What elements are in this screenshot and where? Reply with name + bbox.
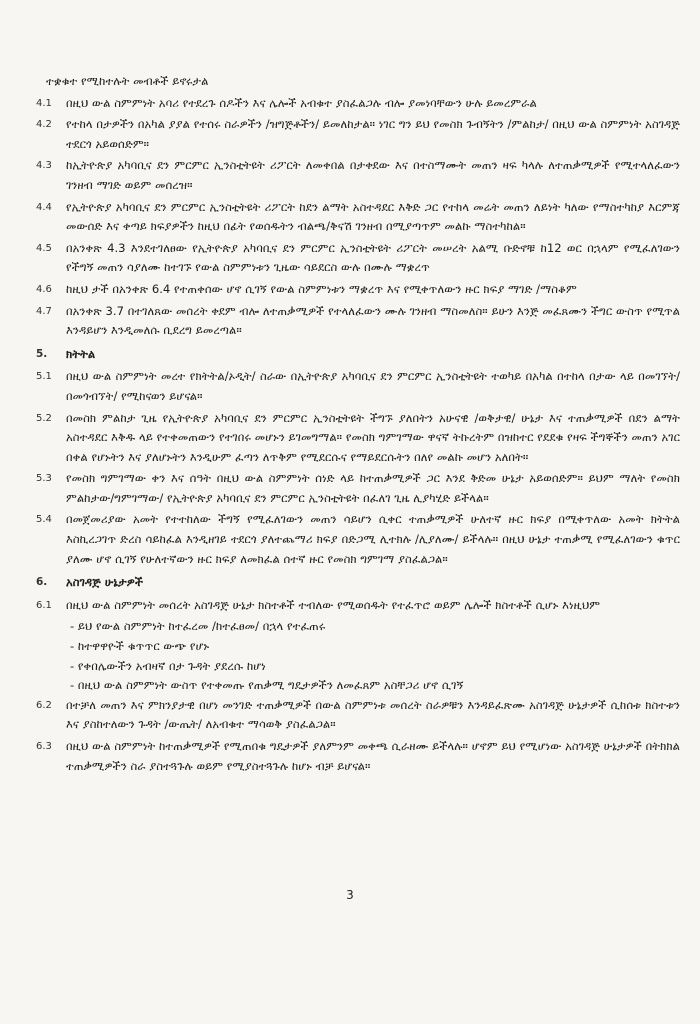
section5-list [36,367,680,569]
page-number: 3 [346,888,354,902]
intro-line: ተቋቁተ የሚከተሉት መብቶች ይኖሩታል [46,74,209,88]
section5-heading [36,345,680,365]
clause-text: በተቻለ መጠን እና ምክንያታዊ በሆነ መንገድ ተጠቃሚዎች በውል ስምምነቱ መሰረት ስራዎቹን እንዳይፈጽሙ አስገዳጅ ሁኔታዎች ሲከሰቱ ክስተቱን እና ያስከተለውን ጉዳት /ውጤት/ ለአብቁተ ማሳወቅ ያስፈልጋል። [66,697,680,732]
list-item: - በዚህ ውል ስምምነት ውስጥ የተቀመጡ የጠቃሚ ግዴታዎችን ለመፈጸም አስቸጋሪ ሆኖ ሲገኝ [70,676,680,696]
clause-4-7 [36,302,680,341]
clause-number: 4.2 [36,119,52,131]
clause-6-1 [36,596,680,616]
clause-number: 5.2 [36,412,52,424]
clause-5-1 [36,367,680,406]
section6-list [36,696,680,776]
clause-4-3 [36,156,680,195]
section5-number: 5. [36,347,48,360]
list-item: - ይህ የውል ስምምነት ከተፈረመ /ከተፈፀመ/ በኋላ የተፈጠሩ [70,617,680,637]
clause-text: በዚህ ውል ስምምነት መሰረት አስገዳጅ ሁኔታ ክስተቶች ተብለው የሚወሰዱት የተፈጥሮ ወይም ሌሎች ክስተቶች ሲሆኑ እነዚህም [66,597,601,612]
clause-text: የመስክ ግምገማው ቀን እና ሰዓት በዚህ ውል ስምምነት ሰነድ ላይ ከተጠቃሚዎች ጋር እንደ ቅድመ ሁኔታ አይወሰድም። ይህም ማለት የመስክ ምልከታው/ግምገማው/ የኢትዮጵያ አካባቢና ደን ምርምር ኢንስቲትዩት በፈለገ ጊዜ ሊያካሂድ ይችላል። [66,471,680,505]
section6-heading [36,573,680,593]
clause-number: 5.3 [36,473,52,485]
clause-text: የተከላ በታዎችን በአካል ያያል የተሰሩ ስራዎችን /ዝግጅቶችን/ ይመለከታል። ነገር ግን ይህ የመስክ ጉብኝትን /ምልከታ/ በዚህ ውል ስምምነት አስገዳጅ ተደርጎ አይወሰድም። [66,117,680,151]
clause-number: 6.3 [36,741,52,752]
clause-number: 4.4 [36,201,52,213]
section5-title: ክትትል [66,346,96,361]
section6-number: 6. [36,576,48,589]
clause-4-1 [36,94,680,114]
clause-4-5 [36,239,680,278]
clause-number: 4.5 [36,242,52,254]
clause-number: 6.2 [36,699,52,711]
clause-number: 5.1 [36,371,52,383]
clause-text: የኢትዮጵያ አካባቢና ደን ምርምር ኢንስቲትዩት ሪፖርት ከደን ልማት አስተዳደር እቅድ ጋር የተከላ መሬት መጠን ለይነት ካለው የማስተካከያ እርምጃ መውሰድ እና ቀጣይ ክፍያዎችን ከዚህ በፊት የወሰዱትን ብልጫ/ቅናሽ ገንዘብ በሚያጣጥም መልኩ ማስተካከል። [66,199,680,234]
list-item: - የቀበሌውችን አብዛኛ በታ ጉዳት ያደረሱ ከሆነ [70,657,680,677]
clause-text: በመስክ ምልከታ ጊዜ የኢትዮጵያ አካባቢና ደን ምርምር ኢንስቲትዩት ችግኙ ያለበትን አሁናዊ /ወቅታዊ/ ሁኔታ እና ተጠቃሚዎች በደን ልማት አስተዳደር እቅዱ ላይ የተቀመጠውን የተገበሩ መሆኑን ይገመግማል። የመስክ ግምገማው ዋናኛ ትኩረትም በዝከተር የደደቁ የዛፍ ችግኞችን መጠን አገር በቀል የሆኑትን እና ያለሆኑትን እንዲሁም ፈጣን ለጥቅም የሚደርሱና የማይደርሱትን በለየ መልኩ መሆን አለበት። [66,410,680,464]
clause-5-2 [36,409,680,468]
force-majeure-bullets [36,617,680,695]
clause-number: 4.1 [36,97,52,109]
clause-4-6 [36,280,680,300]
clause-6-2 [36,696,680,735]
clause-number: 5.4 [36,514,52,526]
section4-list [36,94,680,341]
clause-text: ከዚህ ታች በአንቀጽ 6.4 የተጠቀሰው ሆኖ ሲገኝ የውል ስምምነቱን ማቋረጥ እና የሚቀጥለውን ዙር ክፍያ ማገድ /ማስቆም [66,281,577,296]
clause-number: 6.1 [36,599,52,611]
clause-6-3 [36,737,680,776]
section6-title: አስገዳጅ ሁኔታዎች [66,575,144,590]
clause-text: በአንቀጽ 4.3 እንደተገለፀው የኢትዮጵያ አካባቢና ደን ምርምር ኢንስቲትዩት ሪፖርት መሠረት አልሚ ቡድኖቹ ከ12 ወር በኋላም የሚፈለገውን የችግኝ መጠን ሳያለሙ ከተገኙ የውል ስምምነቱን ጊዜው ሳይደርስ ውሉ በሙሉ ማቋረጥ [66,240,680,275]
clause-number: 4.7 [36,305,52,317]
clause-5-3 [36,469,680,508]
document-body [36,72,680,778]
clause-text: በመጀመሪያው አመት የተተከለው ችግኝ የሚፈለገውን መጠን ሳይሆን ሲቀር ተጠቃሚዎች ሁለተኛ ዙር ክፍያ በሚቀጥለው አመት ክትትል እስኪረጋገጥ ድረስ ሳይከፈል እንዲዘገይ ተደርጎ ያለተጨማሪ ክፍያ በድጋሚ ሊተክሉ /ሊያለሙ/ ይችላሉ። በዚህ ሁኔታ ተጠቃሚ የሚፈለገውን ቁጥር ያለሙ ሆኖ ሲገኝ የሁለተኛውን ዙር ክፍያ ለመክፈል ሰተኛ ዙር የመስክ ግምገማ ያስፈልጋል። [66,512,680,566]
clause-number: 4.6 [36,283,52,295]
clause-text: በአንቀጽ 3.7 በተገለጸው መሰረት ቀደም ብሎ ለተጠቃሚዎች የተላለፈውን ሙሉ ገንዘብ ማስመለስ። ይሁን እንጅ መፈጸሙን ችግር ውስጥ የሚጥል እንዳይሆን እንዲመለሱ ቢደረግ ይመረጣል። [66,303,680,338]
clause-text: በዚህ ውል ስምምነት መረተ የክትትል/ኦዲት/ ስራው በኢትዮጵያ አካባቢና ደን ምርምር ኢንስቲትዩት ተወካይ በአካል በተከላ በታው ላይ በመገኘት/በመጎብኘት/ የሚከናወን ይሆናል። [66,369,680,403]
clause-5-4 [36,510,680,569]
clause-text: ከኢትዮጵያ አካባቢና ደን ምርምር ኢንስቲትዩት ሪፖርት ለመቀበል በታቀደው እና በተስማሙት መጠን ዛፍ ካላሉ ለተጠቃሚዎች የሚተላለፈውን ገንዘብ ማገድ ወይም መሰረዝ። [66,158,680,192]
clause-text: በዚህ ውል ስምምነት አባሪ የተደረጉ ሰዶችን እና ሌሎች አብቁተ ያስፈልጋሉ ብሎ ያመነባቸውን ሁሉ ይመረምራል [66,95,537,110]
clause-4-2 [36,115,680,154]
list-item: - ከተዋዋዮች ቁጥጥር ውጭ የሆኑ [70,637,680,657]
clause-4-4 [36,198,680,237]
clause-text: በዚህ ውል ስምምነት ከተጠቃሚዎች የሚጠበቁ ግዴታዎች ያለምንም መቀጫ ሲራዘሙ ይችላሉ። ሆኖም ይህ የሚሆነው አስገዳጅ ሁኔታዎች በትክክል ተጠቃሚዎችን ስራ ያስተጓጉሉ ወይም የሚያስተጓጉሉ ከሆኑ ብቻ ይሆናል። [66,739,680,773]
clause-number: 4.3 [36,160,52,172]
